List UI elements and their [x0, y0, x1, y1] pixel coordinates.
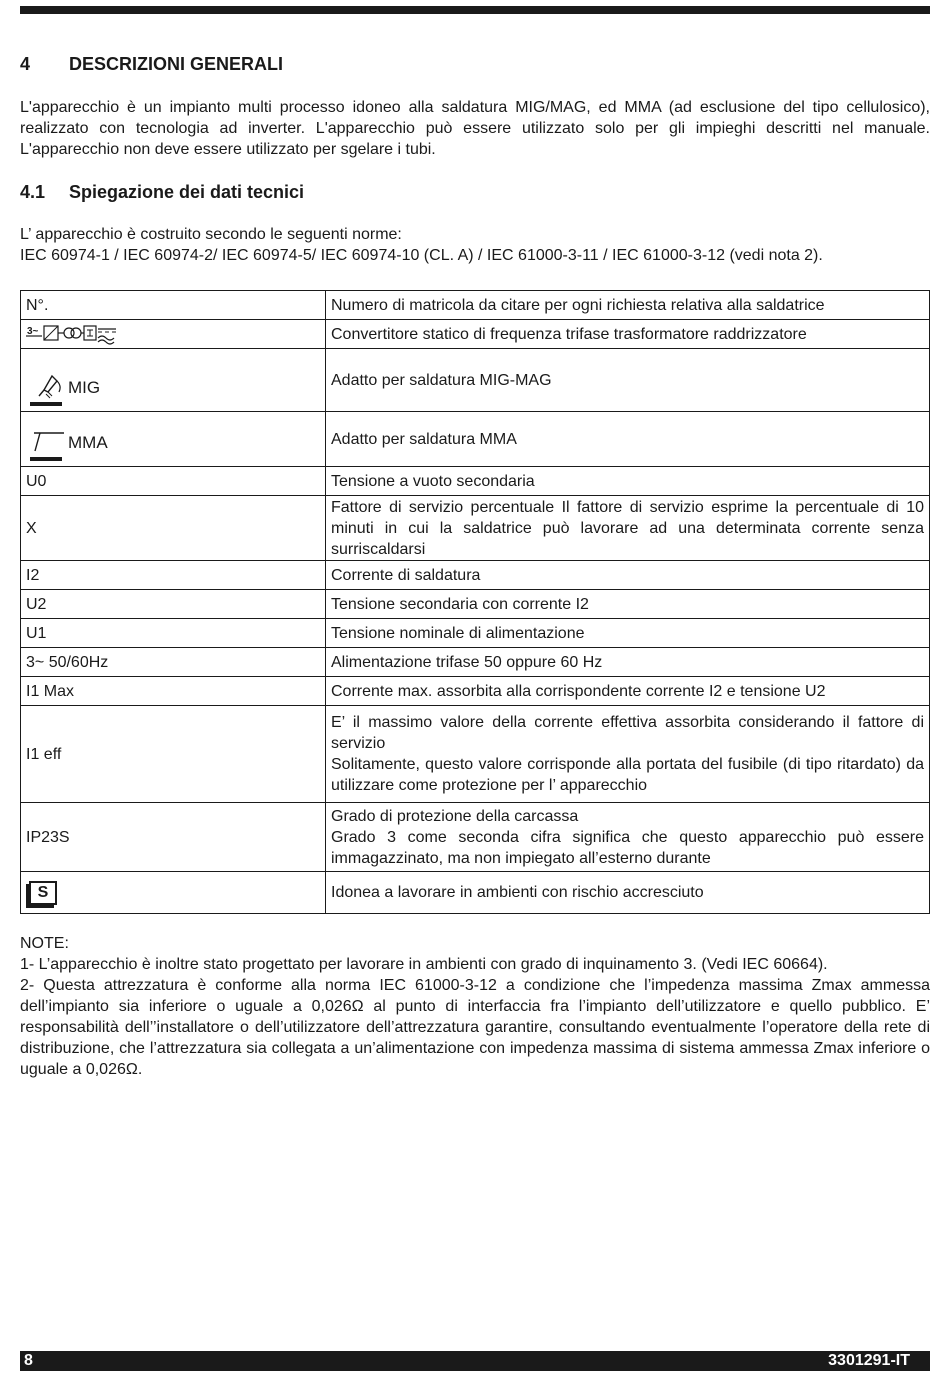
mig-torch-icon	[26, 372, 66, 408]
mma-label: MMA	[68, 433, 108, 452]
symbol-cell: I1 Max	[21, 677, 326, 706]
footer-bar	[20, 1351, 930, 1371]
description-cell: Corrente max. assorbita alla corrispondente corrente I2 e tensione U2	[326, 677, 930, 706]
notes-block	[20, 933, 930, 1080]
table-row	[21, 619, 930, 648]
intro-paragraph: L'apparecchio è un impianto multi processo idoneo alla saldatura MIG/MAG, ed MMA (ad esclusione del tipo cellulosico), realizzato con tecnologia ad inverter. L'apparecchio può essere utilizzato solo per gli impieghi descritti nel manuale. L'apparecchio non deve essere utilizzato per sgelare i tubi.	[20, 99, 930, 158]
description-line: E’ il massimo valore della corrente effettiva assorbita considerando il fattore di servizio	[331, 714, 924, 752]
mma-electrode-icon	[26, 427, 66, 463]
symbol-cell	[21, 872, 326, 914]
symbol-cell	[21, 349, 326, 412]
table-row	[21, 677, 930, 706]
page-number: 8	[24, 1352, 33, 1369]
table-row	[21, 291, 930, 320]
description-cell	[326, 803, 930, 872]
description-cell: Idonea a lavorare in ambienti con rischio accresciuto	[326, 872, 930, 914]
symbol-cell	[21, 412, 326, 467]
description-cell: Tensione nominale di alimentazione	[326, 619, 930, 648]
top-rule	[20, 6, 930, 14]
description-line: Grado di protezione della carcassa	[331, 807, 579, 825]
document-code: 3301291-IT	[828, 1352, 910, 1369]
s-safety-icon: S	[29, 881, 57, 905]
table-row	[21, 872, 930, 914]
conv-label: 3~	[27, 326, 39, 337]
notes-heading: NOTE:	[20, 935, 69, 952]
table-row	[21, 320, 930, 349]
table-row	[21, 412, 930, 467]
section-heading	[20, 54, 283, 75]
description-cell	[326, 706, 930, 803]
subsection-heading	[20, 182, 304, 203]
symbol-cell: X	[21, 496, 326, 561]
note-1: 1- L’apparecchio è inoltre stato progettato per lavorare in ambienti con grado di inquinamento 3. (Vedi IEC 60664).	[20, 956, 828, 973]
description-cell: Tensione secondaria con corrente I2	[326, 590, 930, 619]
symbol-cell: U0	[21, 467, 326, 496]
description-cell: Adatto per saldatura MMA	[326, 412, 930, 467]
standards-line-1: L’ apparecchio è costruito secondo le seguenti norme:	[20, 226, 402, 243]
table-row	[21, 590, 930, 619]
symbol-cell	[21, 320, 326, 349]
section-number: 4	[20, 54, 31, 74]
description-cell: Tensione a vuoto secondaria	[326, 467, 930, 496]
table-row	[21, 496, 930, 561]
symbol-cell: I1 eff	[21, 706, 326, 803]
technical-data-table	[20, 290, 930, 914]
standards-paragraph	[20, 224, 930, 266]
symbol-cell: IP23S	[21, 803, 326, 872]
description-line: Solitamente, questo valore corrisponde alla portata del fusibile (di tipo ritardato) da utilizzare come protezione per l’ apparecchio	[331, 756, 924, 794]
table-row	[21, 803, 930, 872]
three-phase-inverter-icon	[26, 323, 122, 345]
description-cell: Numero di matricola da citare per ogni richiesta relativa alla saldatrice	[326, 291, 930, 320]
table-row	[21, 648, 930, 677]
symbol-cell: I2	[21, 561, 326, 590]
description-line: Grado 3 come seconda cifra significa che questo apparecchio può essere immagazzinato, ma non impiegato all’esterno durante	[331, 828, 924, 867]
symbol-cell: N°.	[21, 291, 326, 320]
description-cell: Convertitore statico di frequenza trifase trasformatore raddrizzatore	[326, 320, 930, 349]
table-row	[21, 467, 930, 496]
symbol-cell: U2	[21, 590, 326, 619]
description-cell: Fattore di servizio percentuale Il fattore di servizio esprime la percentuale di 10 minuti in cui la saldatrice può lavorare ad una determinata corrente senza surriscaldarsi	[326, 496, 930, 561]
subsection-number: 4.1	[20, 182, 46, 202]
description-cell: Adatto per saldatura MIG-MAG	[326, 349, 930, 412]
table-row	[21, 349, 930, 412]
description-cell: Corrente di saldatura	[326, 561, 930, 590]
table-row	[21, 561, 930, 590]
table-row	[21, 706, 930, 803]
subsection-title: Spiegazione dei dati tecnici	[69, 182, 305, 202]
description-cell: Alimentazione trifase 50 oppure 60 Hz	[326, 648, 930, 677]
symbol-cell: 3~ 50/60Hz	[21, 648, 326, 677]
standards-line-2: IEC 60974-1 / IEC 60974-2/ IEC 60974-5/ IEC 60974-10 (CL. A) / IEC 61000-3-11 / IEC 61000-3-12 (vedi nota 2).	[20, 247, 823, 264]
symbol-cell: U1	[21, 619, 326, 648]
section-title: DESCRIZIONI GENERALI	[69, 54, 284, 74]
mig-label: MIG	[68, 378, 101, 397]
note-2: 2- Questa attrezzatura è conforme alla norma IEC 61000-3-12 a condizione che l’impedenza massima Zmax ammessa dell’impianto sia inferiore o uguale a 0,026Ω al punto di interfaccia fra l’impianto dell’utilizzatore e quello pubblico. E’ responsabilità dell’’installatore o dell’utilizzatore dell’attrezzatura garantire, consultando eventualmente l’operatore della rete di distribuzione, che l’attrezzatura sia collegata a un’alimentazione con impedenza massima di sistema ammessa Zmax inferiore o uguale a 0,026Ω.	[20, 977, 930, 1078]
